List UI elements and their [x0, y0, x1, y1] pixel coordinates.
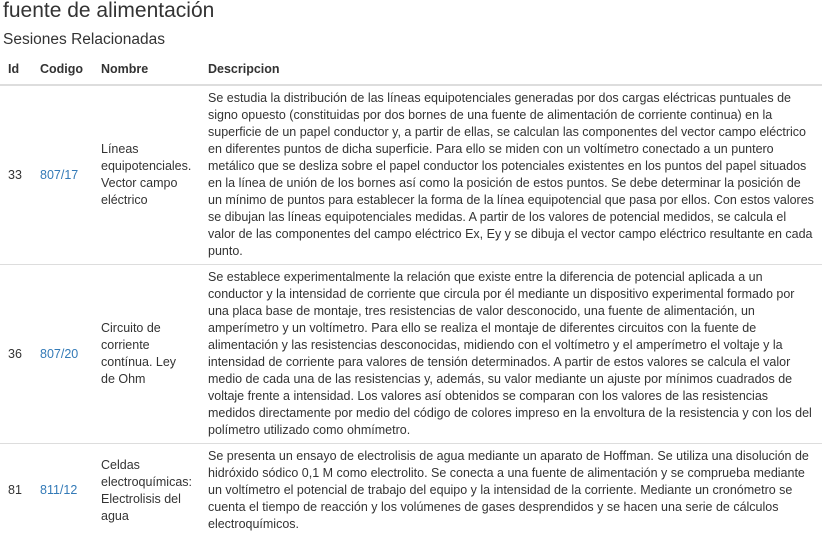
page-title: fuente de alimentación	[3, 0, 214, 24]
row-name: Circuito de corriente contínua. Ley de Ohm	[93, 265, 200, 444]
row-description: Se estudia la distribución de las líneas equipotenciales generadas por dos cargas eléctricas puntuales de signo opuesto (constituidas por dos bornes de una fuente de alimentación de corriente continua) en la superficie de un papel conductor y, a partir de ellas, se calculan las componentes del vector campo eléctrico en diferentes puntos de dicha superficie. Para ello se miden con un voltímetro conectado a un puntero metálico que se desliza sobre el papel conductor los potenciales existentes en los puntos del papel situados en la línea de unión de los bornes así como la posición de estos puntos. Se debe determinar la posición de un mínimo de puntos para establecer la forma de la línea equipotencial que pasa por ellos. Con estos valores se dibujan las líneas equipotenciales medidas. A partir de los valores de potencial medidos, se calcula el valor de las componentes del campo eléctrico Ex, Ey y se dibuja el vector campo eléctrico resultante en cada punto.	[200, 85, 822, 265]
row-name: Líneas equipotenciales. Vector campo eléctrico	[93, 85, 200, 265]
table-row	[0, 444, 822, 537]
session-code-link[interactable]: 807/17	[40, 168, 78, 182]
row-id: 81	[0, 444, 32, 537]
row-id: 36	[0, 265, 32, 444]
sessions-table	[0, 58, 822, 537]
section-title: Sesiones Relacionadas	[3, 30, 165, 50]
row-description: Se presenta un ensayo de electrolisis de agua mediante un aparato de Hoffman. Se utiliza una disolución de hidróxido sódico 0,1 M como electrolito. Se conecta a una fuente de alimentación y se comprueba mediante un voltímetro el potencial de trabajo del equipo y la intensidad de la corriente. Mediante un cronómetro se cuenta el tiempo de reacción y los volúmenes de gases desprendidos y se hacen una serie de cálculos electroquímicos.	[200, 444, 822, 537]
table-row	[0, 85, 822, 265]
header-description: Descripcion	[200, 58, 822, 85]
row-id: 33	[0, 85, 32, 265]
row-description: Se establece experimentalmente la relación que existe entre la diferencia de potencial aplicada a un conductor y la intensidad de corriente que circula por él mediante un dispositivo experimental formado por una placa base de montaje, tres resistencias de valor desconocido, una fuente de alimentación, un amperímetro y un voltímetro. Para ello se realiza el montaje de diferentes circuitos con la fuente de alimentación y las resistencias desconocidas, midiendo con el voltímetro y el amperímetro el voltaje y la intensidad de corriente para valores de tensión determinados. A partir de estos valores se calcula el valor medio de cada una de las resistencias y, además, su valor mediante un ajuste por mínimos cuadrados de voltaje frente a intensidad. Los valores así obtenidos se comparan con los valores de las resistencias medidos directamente por medio del código de colores impreso en la envoltura de la resistencia y con los del polímetro utilizado como ohmímetro.	[200, 265, 822, 444]
table-header	[0, 58, 822, 85]
table-row	[0, 265, 822, 444]
header-name: Nombre	[93, 58, 200, 85]
row-code-cell	[32, 85, 93, 265]
row-code-cell	[32, 265, 93, 444]
session-code-link[interactable]: 811/12	[40, 483, 77, 497]
header-id: Id	[0, 58, 32, 85]
table-body	[0, 85, 822, 537]
header-code: Codigo	[32, 58, 93, 85]
session-code-link[interactable]: 807/20	[40, 347, 78, 361]
row-code-cell	[32, 444, 93, 537]
row-name: Celdas electroquímicas: Electrolisis del agua	[93, 444, 200, 537]
header-row	[0, 58, 822, 85]
